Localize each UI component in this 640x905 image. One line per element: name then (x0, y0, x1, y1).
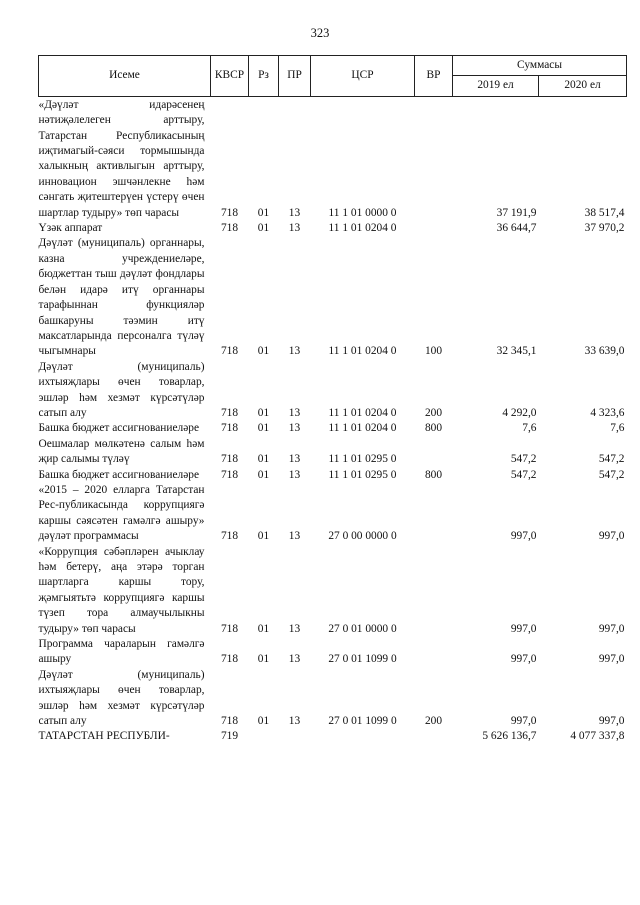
table-row (39, 483, 627, 545)
row-name: ТАТАРСТАН РЕСПУБЛИ- (38, 730, 170, 743)
row-pr: 13 (288, 715, 301, 728)
header-2019: 2019 ел (453, 76, 539, 96)
header-name: Исеме (39, 56, 211, 97)
row-rz: 01 (257, 406, 270, 419)
row-csr: 11 1 01 0000 0 (328, 206, 397, 219)
row-value-2019: 7,6 (522, 422, 537, 435)
table-row (39, 236, 627, 359)
row-name: Башка бюджет ассигнованиеләре (38, 422, 200, 435)
row-vr: 800 (424, 468, 443, 481)
row-rz: 01 (257, 222, 270, 235)
row-rz (249, 729, 279, 744)
row-kvsr: 718 (220, 653, 239, 666)
row-pr: 13 (288, 653, 301, 666)
table-row (39, 360, 627, 422)
row-name: Үзәк аппарат (38, 222, 103, 235)
row-pr: 13 (288, 406, 301, 419)
row-vr (415, 637, 453, 668)
row-value-2019: 997,0 (510, 653, 537, 666)
row-name: Программа чараларын гамәлгә ашыру (38, 638, 205, 666)
row-value-2020: 997,0 (598, 715, 625, 728)
header-kvsr: КВСР (211, 56, 249, 97)
row-kvsr: 718 (220, 422, 239, 435)
row-vr (415, 483, 453, 545)
row-value-2019: 997,0 (510, 530, 537, 543)
row-value-2020: 37 970,2 (584, 222, 625, 235)
row-name: Оешмалар мөлкәтенә салым һәм җир салымы түләү (38, 437, 205, 466)
row-kvsr: 719 (220, 730, 239, 743)
budget-table (38, 55, 627, 745)
row-csr: 27 0 01 0000 0 (328, 622, 397, 635)
page-number: 323 (310, 26, 330, 40)
row-vr: 200 (424, 715, 443, 728)
row-rz: 01 (257, 530, 270, 543)
row-rz: 01 (257, 206, 270, 219)
table-body (39, 96, 627, 745)
row-kvsr: 718 (220, 453, 239, 466)
row-value-2020: 4 323,6 (590, 406, 625, 419)
row-value-2020: 38 517,4 (584, 206, 625, 219)
row-value-2020: 547,2 (598, 453, 625, 466)
row-rz: 01 (257, 653, 270, 666)
header-vr: ВР (415, 56, 453, 97)
row-vr (415, 545, 453, 637)
row-csr: 11 1 01 0204 0 (328, 345, 397, 358)
row-kvsr: 718 (220, 715, 239, 728)
row-value-2019: 997,0 (510, 715, 537, 728)
row-value-2020: 7,6 (610, 422, 625, 435)
row-value-2020: 33 639,0 (584, 345, 625, 358)
row-rz: 01 (257, 622, 270, 635)
row-kvsr: 718 (220, 622, 239, 635)
row-rz: 01 (257, 715, 270, 728)
row-rz: 01 (257, 345, 270, 358)
row-name: Дәүләт (муниципаль) ихтыяҗлары өчен товарлар, эшләр һәм хезмәт күрсәтүләр сатып алу (38, 360, 205, 419)
row-value-2020: 547,2 (598, 468, 625, 481)
row-value-2020: 997,0 (598, 653, 625, 666)
table-row (39, 468, 627, 483)
table-row (39, 96, 627, 221)
row-name: «Дәүләт идарәсенең нәтиҗәлелеген арттыру, Татарстан Республикасының иҗтимагый-сәяси тормышында халыкның активлыгын арттыру, инновацион эшчәнлекне һәм сәнгать җитештерүен үстерү өчен шартлар тудыру» төп чарасы (38, 98, 205, 219)
table-row (39, 729, 627, 744)
row-csr: 27 0 01 1099 0 (328, 715, 397, 728)
row-vr (415, 437, 453, 468)
row-pr: 13 (288, 453, 301, 466)
table-row (39, 221, 627, 236)
header-2020: 2020 ел (539, 76, 627, 96)
row-kvsr: 718 (220, 206, 239, 219)
row-value-2019: 32 345,1 (496, 345, 537, 358)
row-kvsr: 718 (220, 406, 239, 419)
row-vr: 200 (424, 406, 443, 419)
row-value-2019: 36 644,7 (496, 222, 537, 235)
header-pr: ПР (279, 56, 311, 97)
table-row (39, 668, 627, 730)
row-value-2019: 547,2 (510, 468, 537, 481)
row-value-2019: 547,2 (510, 453, 537, 466)
row-value-2019: 4 292,0 (502, 406, 537, 419)
row-csr (311, 729, 415, 744)
row-kvsr: 718 (220, 345, 239, 358)
row-csr: 27 0 01 1099 0 (328, 653, 397, 666)
table-row (39, 637, 627, 668)
header-csr: ЦСР (311, 56, 415, 97)
row-name: Дәүләт (муниципаль) органнары, казна учреждениеләре, бюджеттан тыш дәүләт фондлары белән идарә итү органнары тарафыннан функцияләр башкаруны тәэмин итү максатларында персоналга түләү чыгымнары (38, 237, 205, 358)
header-rz: Рз (249, 56, 279, 97)
row-name: «Коррупция сәбәпләрен ачыклау һәм бетерү, аңа этәрә торган шартларга каршы тору, җәмгыятьтә коррупциягә каршы түзеп тора алмаучылыкны тудыру» төп чарасы (38, 545, 205, 635)
row-vr (415, 729, 453, 744)
row-vr (415, 221, 453, 236)
row-pr: 13 (288, 468, 301, 481)
row-rz: 01 (257, 453, 270, 466)
row-csr: 11 1 01 0204 0 (328, 422, 397, 435)
row-pr: 13 (288, 530, 301, 543)
row-name: Дәүләт (муниципаль) ихтыяҗлары өчен товарлар, эшләр һәм хезмәт күрсәтүләр сатып алу (38, 668, 205, 728)
row-csr: 11 1 01 0204 0 (328, 222, 397, 235)
row-rz: 01 (257, 468, 270, 481)
row-csr: 11 1 01 0295 0 (328, 468, 397, 481)
row-pr: 13 (288, 222, 301, 235)
row-pr (279, 729, 311, 744)
table-row (39, 437, 627, 468)
row-pr: 13 (288, 206, 301, 219)
row-name: Башка бюджет ассигнованиеләре (38, 468, 200, 481)
table-row (39, 421, 627, 436)
table-row (39, 545, 627, 637)
row-csr: 11 1 01 0295 0 (328, 453, 397, 466)
row-value-2020: 997,0 (598, 622, 625, 635)
row-pr: 13 (288, 622, 301, 635)
row-value-2020: 997,0 (598, 530, 625, 543)
row-kvsr: 718 (220, 222, 239, 235)
table-header (39, 56, 627, 97)
header-sums: Суммасы (453, 56, 627, 76)
row-vr (415, 96, 453, 221)
row-pr: 13 (288, 345, 301, 358)
row-csr: 27 0 00 0000 0 (328, 530, 397, 543)
row-csr: 11 1 01 0204 0 (328, 406, 397, 419)
row-kvsr: 718 (220, 530, 239, 543)
row-pr: 13 (288, 422, 301, 435)
row-name: «2015 – 2020 елларга Татарстан Рес-публикасында коррупциягә каршы сәясәтен гамәлгә ашыру» дәүләт программасы (38, 483, 205, 543)
row-vr: 100 (424, 345, 443, 358)
row-value-2019: 997,0 (510, 622, 537, 635)
row-value-2019: 5 626 136,7 (482, 730, 537, 743)
row-value-2019: 37 191,9 (496, 206, 537, 219)
row-value-2020: 4 077 337,8 (570, 730, 625, 743)
row-kvsr: 718 (220, 468, 239, 481)
row-vr: 800 (424, 422, 443, 435)
row-rz: 01 (257, 422, 270, 435)
